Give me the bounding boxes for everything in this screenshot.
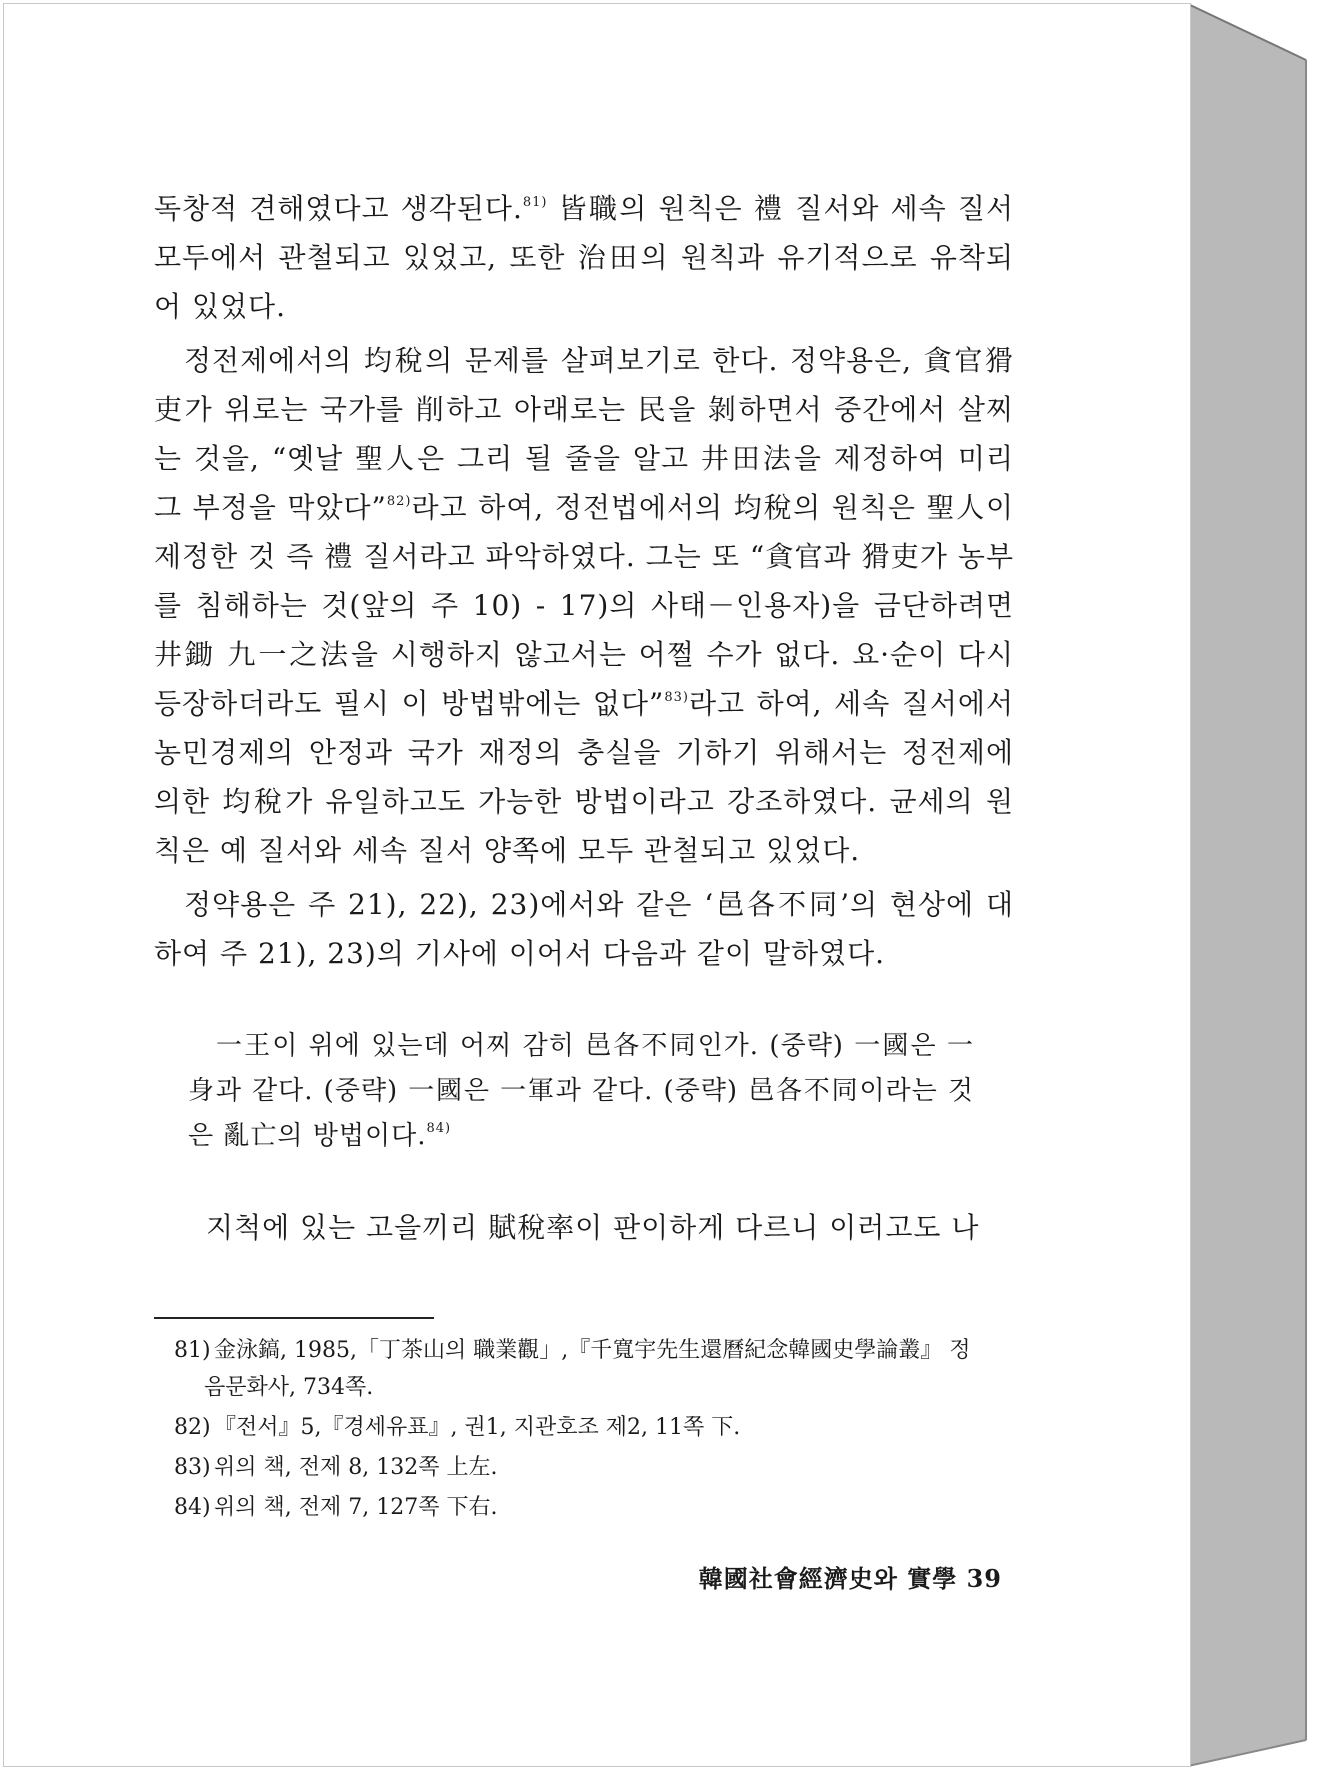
paragraph-2: 정전제에서의 均稅의 문제를 살펴보기로 한다. 정약용은, 貪官猾吏가 위로는 국가를 削하고 아래로는 民을 剝하면서 중간에서 살찌는 것을, “옛날 聖人은 그리 될 줄을 알고 井田法을 제정하여 미리 그 부정을 막았다”$^{82)}$라고 하여, 정전법에서의 均稅의 원칙은 聖人이 제정한 것 즉 禮 질서라고 파악하였다. 그는 또 “貪官과 猾吏가 농부를 침해하는 것(앞의 주 10) - 17)의 사태－인용자)을 금단하려면 井鋤 九一之法을 시행하지 않고서는 어쩔 수가 없다. 요·순이 다시 등장하더라도 필시 이 방법밖에는 없다”$^{83)}$라고 하여, 세속 질서에서 농민경제의 안정과 국가 재정의 충실을 기하기 위해서는 정전제에 의한 均稅가 유일하고도 가능한 방법이라고 강조하였다. 균세의 원칙은 예 질서와 세속 질서 양쪽에 모두 관철되고 있었다. [154, 344, 1015, 867]
footnote-82: 82) 『전서』5,『경세유표』, 권1, 지관호조 제2, 11쪽 下. [174, 1415, 741, 1440]
body-text [154, 184, 1014, 1252]
footnote-ref-84: 84) [426, 1121, 452, 1136]
footnote-83: 83) 위의 책, 전제 8, 132쪽 上左. [174, 1455, 498, 1480]
paragraph-after-quote: 지척에 있는 고을끼리 賦稅率이 판이하게 다르니 이러고도 나 [206, 1211, 980, 1244]
running-footer-page-number: 韓國社會經濟史와 實學 39 [698, 1564, 1002, 1593]
book-page-stack-edge [1188, 0, 1332, 1773]
footnote-rule [154, 1317, 434, 1319]
block-quote: 一王이 위에 있는데 어찌 감히 邑各不同인가. (중략) 一國은 一身과 같다. (중략) 一國은 一軍과 같다. (중략) 邑各不同이라는 것은 亂亡의 방법이다.$^{84)}$ [188, 1031, 974, 1151]
paragraph-1: 독창적 견해였다고 생각된다.$^{81)}$ 皆職의 원칙은 禮 질서와 세속 질서 모두에서 관철되고 있었고, 또한 治田의 원칙과 유기적으로 유착되어 있었다. [154, 192, 1014, 323]
footnote-84: 84) 위의 책, 전제 7, 127쪽 下右. [174, 1495, 498, 1520]
footnote-ref-82: 82) [386, 494, 412, 509]
footnote-ref-83: 83) [664, 690, 689, 705]
footnote-81: 81) 金泳鎬, 1985,「丁茶山의 職業觀」,『千寬宇先生還曆紀念韓國史學論叢』 정 음문화사, 734쪽. [174, 1338, 971, 1400]
book-page [3, 3, 1191, 1767]
footnote-ref-81: 81) [522, 195, 548, 210]
paragraph-3: 정약용은 주 21), 22), 23)에서와 같은 ‘邑各不同’의 현상에 대하여 주 21), 23)의 기사에 이어서 다음과 같이 말하였다. [154, 888, 1014, 970]
footnotes [174, 1332, 1014, 1529]
